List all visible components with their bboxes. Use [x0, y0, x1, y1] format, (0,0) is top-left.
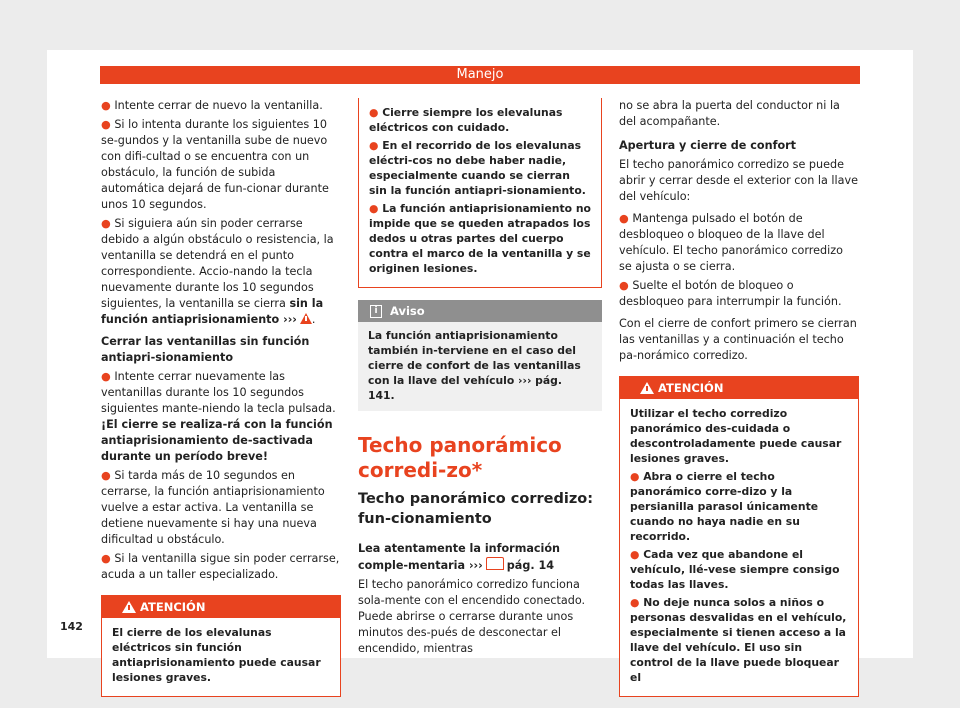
column-2 [358, 98, 602, 660]
paragraph: Con el cierre de confort primero se cierran las ventanillas y a continuación el techo pa-norámico corredizo. [619, 317, 857, 362]
warning-icon [300, 313, 312, 324]
bullet-icon: ● [369, 139, 379, 152]
bullet-icon: ● [101, 118, 111, 131]
warning-box-continued [358, 98, 602, 288]
page-number: 142 [60, 620, 83, 633]
paragraph: ● Intente cerrar de nuevo la ventanilla. [101, 99, 323, 112]
section-subtitle: Techo panorámico corredizo: fun-cionamiento [358, 491, 594, 527]
paragraph: ● Si siguiera aún sin poder cerrarse debido a algún obstáculo o resistencia, la ventanilla se detendrá en el punto correspondiente. Accio-nando la tecla nuevamente durante los 10 segundos siguientes, la ventanilla se cierra sin la función antiaprisionamiento ››› . [101, 217, 334, 326]
read-more-note: Lea atentamente la información comple-mentaria ››› pág. 14 [358, 542, 561, 572]
paragraph: ● Mantenga pulsado el botón de desbloqueo o bloqueo de la llave del vehículo. El techo panorámico corredizo se ajusta o se cierra. [619, 212, 843, 273]
bullet-icon: ● [630, 596, 640, 609]
warning-box [619, 376, 859, 697]
paragraph: ● Intente cerrar nuevamente las ventanillas durante los 10 segundos siguientes mante-niendo la tecla pulsada. ¡El cierre se realiza-rá con la función antiaprisionamiento de-sactivada durante un período breve! [101, 370, 336, 463]
warning-body: Utilizar el techo corredizo panorámico des-cuidada o descontroladamente puede causar lesiones graves. ● Abra o cierre el techo panorámico corre-dizo y la persianilla parasol únicamente cuando no haya nadie en su recorrido. ● Cada vez que abandone el vehículo, llé-vese siempre consigo todas las llaves. ● No deje nunca solos a niños o personas desvalidas en el vehículo, especialmente si tienen acceso a la llave del vehículo. El uso sin control de la llave puede bloquear el [630, 407, 847, 684]
note-box [358, 300, 602, 411]
section-header: Manejo [100, 66, 860, 84]
subheading: Cerrar las ventanillas sin función antiapri-sionamiento [101, 335, 310, 364]
bullet-icon: ● [619, 212, 629, 225]
bullet-icon: ● [101, 99, 111, 112]
paragraph: ● Si tarda más de 10 segundos en cerrarse, la función antiaprisionamiento vuelve a estar activa. La ventanilla se detiene nuevamente si hay una nueva dificultad u obstáculo. [101, 469, 325, 546]
paragraph: El techo panorámico corredizo funciona sola-mente con el encendido conectado. Puede abrirse o cerrarse durante unos minutos des-pués de desconectar el encendido, mientras [358, 578, 586, 655]
book-icon [486, 557, 504, 570]
warning-header: ATENCIÓN [102, 596, 340, 618]
paragraph: ● Si la ventanilla sigue sin poder cerrarse, acuda a un taller especializado. [101, 552, 340, 581]
bullet-icon: ● [101, 370, 111, 383]
cross-reference[interactable]: ››› pág. 141. [368, 374, 562, 402]
note-header: i Aviso [358, 300, 602, 322]
bullet-icon: ● [630, 470, 640, 483]
warning-body: ● Cierre siempre los elevalunas eléctricos con cuidado. ● En el recorrido de los elevalunas eléctri-cos no debe haber nadie, especialmente cuando se cierran sin la función antiapri-sionamiento. ● La función antiaprisionamiento no impide que se queden atrapados los dedos u otras partes del cuerpo contra el marco de la ventanilla y se originen lesiones. [369, 106, 591, 275]
subheading: Apertura y cierre de confort [619, 139, 796, 152]
bullet-icon: ● [101, 217, 111, 230]
bullet-icon: ● [369, 202, 379, 215]
cross-reference[interactable]: sin la función antiaprisionamiento ››› [101, 297, 324, 326]
cross-reference[interactable]: pág. 14 [506, 559, 555, 572]
paragraph: no se abra la puerta del conductor ni la del acompañante. [619, 99, 840, 128]
warning-icon [640, 382, 654, 394]
section-title: Techo panorámico corredi-zo* [358, 433, 562, 482]
paragraph: ● Suelte el botón de bloqueo o desbloqueo para interrumpir la función. [619, 279, 842, 308]
paragraph: ● Si lo intenta durante los siguientes 10 se-gundos y la ventanilla sube de nuevo con difi-cultad o se encuentra con un obstáculo, la función de subida automática dejará de fun-cionar durante unos 10 segundos. [101, 118, 329, 211]
bullet-icon: ● [619, 279, 629, 292]
bullet-icon: ● [630, 548, 640, 561]
warning-icon [122, 601, 136, 613]
column-3 [619, 98, 859, 697]
note-body: La función antiaprisionamiento también in-terviene en el caso del cierre de confort de las ventanillas con la llave del vehículo ››› pág. 141. [368, 329, 581, 402]
warning-header: ATENCIÓN [620, 377, 858, 399]
column-1 [101, 98, 341, 697]
paragraph: El techo panorámico corredizo se puede abrir y cerrar desde el exterior con la llave del vehículo: [619, 158, 858, 203]
warning-body: El cierre de los elevalunas eléctricos sin función antiaprisionamiento puede causar lesiones graves. [112, 626, 321, 684]
info-icon: i [370, 305, 382, 318]
bullet-icon: ● [101, 469, 111, 482]
bullet-icon: ● [101, 552, 111, 565]
bullet-icon: ● [369, 106, 379, 119]
warning-box [101, 595, 341, 697]
